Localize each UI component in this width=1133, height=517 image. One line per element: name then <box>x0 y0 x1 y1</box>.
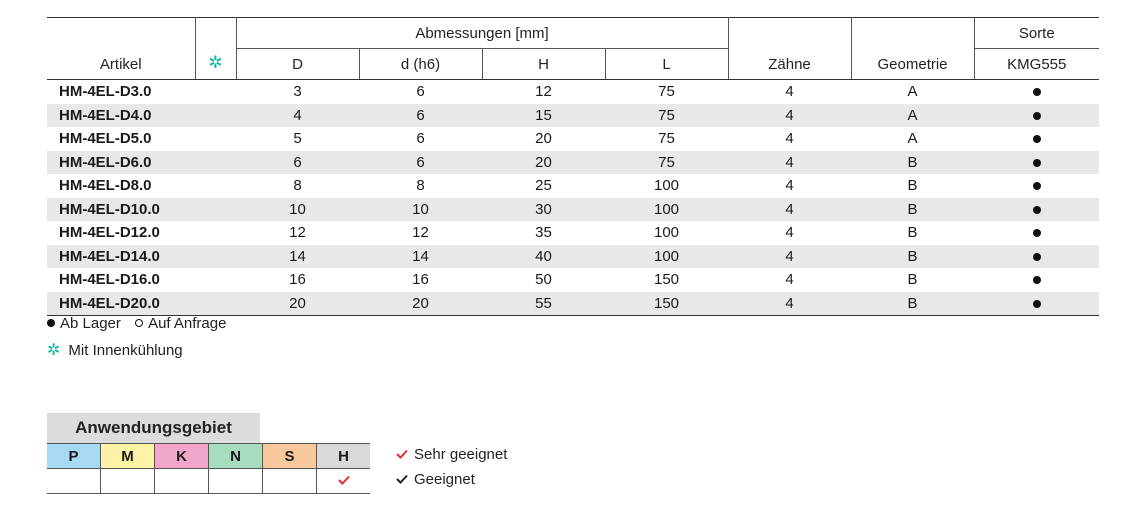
suitability-legend <box>396 445 507 495</box>
material-p: P <box>47 444 101 469</box>
cell-geometrie: B <box>851 151 974 175</box>
cell-kmg555 <box>974 292 1099 316</box>
cell-d-h6: 20 <box>359 292 482 316</box>
stock-dot-icon <box>1033 253 1041 261</box>
legend-ab-lager: Ab Lager <box>47 315 121 332</box>
cell-coolant <box>195 245 236 269</box>
cell-artikel: HM-4EL-D4.0 <box>47 104 195 128</box>
cell-artikel: HM-4EL-D20.0 <box>47 292 195 316</box>
table-row <box>47 292 1099 316</box>
suitability-cell <box>263 469 317 494</box>
cell-D: 3 <box>293 83 302 100</box>
cell-coolant <box>195 221 236 245</box>
cell-D: 8 <box>293 177 302 194</box>
suitability-cell <box>101 469 155 494</box>
cell-geometrie: A <box>851 104 974 128</box>
cell-D: 4 <box>236 104 359 128</box>
legend-geeignet: Geeignet <box>396 470 507 495</box>
cell-geometrie: B <box>907 224 918 241</box>
table-row <box>47 151 1099 175</box>
material-k: K <box>155 444 209 469</box>
stock-dot-icon <box>1033 206 1041 214</box>
material-m: M <box>101 444 155 469</box>
suitability-cell <box>155 469 209 494</box>
cell-L: 100 <box>605 245 728 269</box>
cell-H: 50 <box>535 271 552 288</box>
cell-L: 100 <box>653 177 680 194</box>
cell-artikel: HM-4EL-D5.0 <box>59 130 152 147</box>
cell-kmg555 <box>974 151 1099 175</box>
table-row <box>47 245 1099 269</box>
cell-d-h6: 10 <box>359 198 482 222</box>
stock-dot-icon <box>1033 159 1041 167</box>
cell-d-h6: 14 <box>359 245 482 269</box>
cell-D: 10 <box>236 198 359 222</box>
cell-H: 20 <box>482 151 605 175</box>
cell-d-h6: 8 <box>416 177 425 194</box>
snowflake-icon: ✲ <box>208 53 223 72</box>
snowflake-icon: ✲ <box>47 342 61 359</box>
legend-auf-anfrage: Auf Anfrage <box>135 315 226 332</box>
red-check-icon <box>396 449 408 459</box>
cell-L: 75 <box>605 151 728 175</box>
cell-kmg555 <box>974 104 1099 128</box>
header-L: L <box>605 49 728 80</box>
cell-zaehne: 4 <box>785 271 794 288</box>
header-geometrie: Geometrie <box>851 18 974 80</box>
cell-H: 20 <box>535 130 552 147</box>
cell-artikel: HM-4EL-D10.0 <box>47 198 195 222</box>
open-circle-icon <box>135 319 143 327</box>
table-row <box>47 104 1099 128</box>
cell-D: 16 <box>289 271 306 288</box>
cell-coolant <box>195 174 236 198</box>
cell-H: 55 <box>482 292 605 316</box>
cell-d-h6: 6 <box>359 104 482 128</box>
table-row <box>47 198 1099 222</box>
anwendungsgebiet-title: Anwendungsgebiet <box>47 413 260 443</box>
cell-d-h6: 6 <box>359 151 482 175</box>
cell-artikel: HM-4EL-D16.0 <box>59 271 160 288</box>
product-spec-table <box>47 17 1099 316</box>
cell-kmg555 <box>974 127 1099 151</box>
material-h: H <box>317 444 371 469</box>
material-n: N <box>209 444 263 469</box>
cell-zaehne: 4 <box>785 177 794 194</box>
stock-dot-icon <box>1033 112 1041 120</box>
cell-H: 35 <box>535 224 552 241</box>
stock-dot-icon <box>1033 300 1041 308</box>
cell-artikel: HM-4EL-D12.0 <box>59 224 160 241</box>
table-row <box>47 127 1099 151</box>
header-coolant <box>195 18 236 80</box>
cell-artikel: HM-4EL-D6.0 <box>47 151 195 175</box>
material-s: S <box>263 444 317 469</box>
cell-geometrie: A <box>907 83 918 100</box>
cell-H: 15 <box>482 104 605 128</box>
cell-artikel: HM-4EL-D14.0 <box>47 245 195 269</box>
header-zaehne: Zähne <box>728 18 851 80</box>
cell-geometrie: B <box>851 198 974 222</box>
black-check-icon <box>396 474 408 484</box>
header-artikel: Artikel <box>47 18 195 80</box>
cell-L: 75 <box>605 104 728 128</box>
cell-geometrie: A <box>907 130 918 147</box>
cell-zaehne: 4 <box>728 151 851 175</box>
suitability-cell <box>317 469 371 494</box>
spec-table-body <box>47 80 1099 316</box>
filled-dot-icon <box>47 319 55 327</box>
cell-kmg555 <box>974 198 1099 222</box>
cell-H: 40 <box>482 245 605 269</box>
cell-kmg555 <box>974 80 1099 104</box>
cell-coolant <box>195 198 236 222</box>
cell-coolant <box>195 292 236 316</box>
cell-D: 12 <box>289 224 306 241</box>
cell-geometrie: B <box>907 271 918 288</box>
cell-coolant <box>195 80 236 104</box>
cell-D: 6 <box>236 151 359 175</box>
cell-zaehne: 4 <box>785 224 794 241</box>
cell-H: 12 <box>535 83 552 100</box>
cell-geometrie: B <box>907 177 918 194</box>
coolant-legend <box>47 340 183 360</box>
cell-D: 5 <box>293 130 302 147</box>
stock-dot-icon <box>1033 135 1041 143</box>
cell-D: 14 <box>236 245 359 269</box>
cell-coolant <box>195 104 236 128</box>
cell-artikel: HM-4EL-D8.0 <box>59 177 152 194</box>
cell-kmg555 <box>974 221 1099 245</box>
cell-zaehne: 4 <box>728 245 851 269</box>
table-row <box>47 268 1099 292</box>
header-kmg555: KMG555 <box>974 49 1099 80</box>
table-row <box>47 221 1099 245</box>
stock-dot-icon <box>1033 182 1041 190</box>
table-row <box>47 80 1099 104</box>
cell-D: 20 <box>236 292 359 316</box>
cell-kmg555 <box>974 245 1099 269</box>
cell-kmg555 <box>974 174 1099 198</box>
stock-legend <box>47 315 236 332</box>
check-icon <box>338 475 350 485</box>
suitability-cell <box>47 469 101 494</box>
cell-L: 150 <box>605 292 728 316</box>
cell-L: 75 <box>658 130 675 147</box>
cell-H: 30 <box>482 198 605 222</box>
cell-L: 75 <box>658 83 675 100</box>
cell-L: 150 <box>653 271 680 288</box>
legend-innenkuehlung: Mit Innenkühlung <box>68 342 183 359</box>
application-area-table <box>47 443 370 494</box>
cell-coolant <box>195 127 236 151</box>
cell-d-h6: 6 <box>416 83 425 100</box>
header-H: H <box>482 49 605 80</box>
cell-kmg555 <box>974 268 1099 292</box>
cell-zaehne: 4 <box>785 83 794 100</box>
suitability-cell <box>209 469 263 494</box>
cell-d-h6: 12 <box>412 224 429 241</box>
cell-coolant <box>195 268 236 292</box>
header-abmessungen: Abmessungen [mm] <box>236 18 728 49</box>
cell-d-h6: 16 <box>412 271 429 288</box>
header-D: D <box>236 49 359 80</box>
cell-artikel: HM-4EL-D3.0 <box>59 83 152 100</box>
legend-sehr-geeignet: Sehr geeignet <box>396 445 507 470</box>
cell-zaehne: 4 <box>728 292 851 316</box>
cell-zaehne: 4 <box>785 130 794 147</box>
stock-dot-icon <box>1033 88 1041 96</box>
cell-coolant <box>195 151 236 175</box>
cell-geometrie: B <box>851 292 974 316</box>
cell-L: 100 <box>653 224 680 241</box>
table-row <box>47 174 1099 198</box>
cell-d-h6: 6 <box>416 130 425 147</box>
cell-L: 100 <box>605 198 728 222</box>
cell-H: 25 <box>535 177 552 194</box>
stock-dot-icon <box>1033 229 1041 237</box>
cell-zaehne: 4 <box>728 198 851 222</box>
header-d-h6: d (h6) <box>359 49 482 80</box>
header-sorte: Sorte <box>974 18 1099 49</box>
cell-geometrie: B <box>851 245 974 269</box>
cell-zaehne: 4 <box>728 104 851 128</box>
stock-dot-icon <box>1033 276 1041 284</box>
